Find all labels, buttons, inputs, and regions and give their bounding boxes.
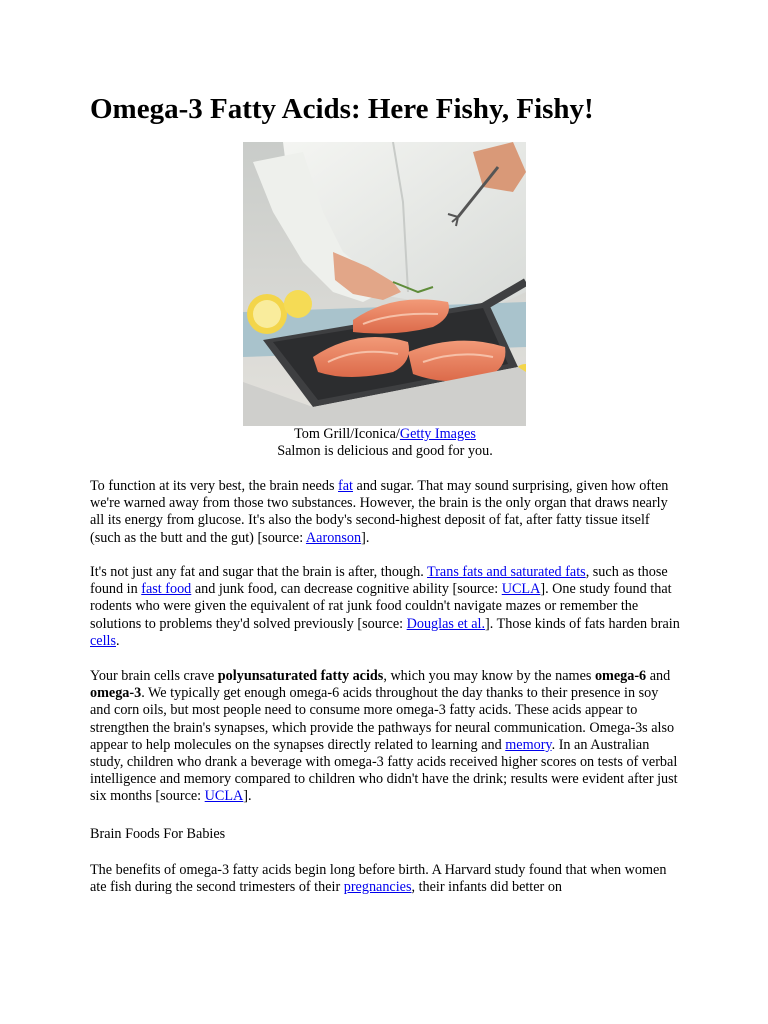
ucla-link-2[interactable]: UCLA	[204, 788, 244, 805]
paragraph-5	[90, 862, 680, 896]
text-run: and sugar. That may sound surprising, given how often we're warned away from those two substances. However, the brain is the only organ that draws nearly all its energy from glucose. It's also the body's second-highest deposit of fat, after fatty tissue itself (such as the butt and the gut) [source:	[90, 478, 669, 546]
text-run: , such as those found in	[90, 564, 668, 598]
image-credit	[90, 426, 680, 443]
text-run: ].	[243, 788, 252, 805]
text-run: To function at its very best, the brain needs	[90, 478, 339, 494]
memory-link[interactable]: memory	[505, 736, 552, 753]
subheading: Brain Foods For Babies	[90, 826, 226, 842]
pregnancies-link[interactable]: pregnancies	[343, 879, 412, 896]
trans-fats-link[interactable]: Trans fats and saturated fats	[427, 564, 586, 580]
text-run: The benefits of omega-3 fatty acids begin long before birth. A Harvard study found that when women ate fish during the second trimesters of their	[90, 862, 667, 896]
getty-images-link[interactable]: Getty Images	[399, 426, 476, 442]
article-title: Omega-3 Fatty Acids: Here Fishy, Fishy!	[90, 93, 594, 125]
bold-term: polyunsaturated fatty acids	[217, 668, 384, 684]
paragraph-3	[90, 668, 680, 806]
paragraph-1	[90, 478, 680, 547]
text-run: .	[116, 632, 120, 649]
douglas-link[interactable]: Douglas et al.	[406, 615, 486, 632]
text-run: ]. One study found that rodents who were given the equivalent of rat junk food couldn't navigate mazes or remember the solutions to problems they'd solved previously [source:	[90, 581, 672, 632]
text-run: . We typically get enough omega-6 acids throughout the day thanks to their presence in soy and corn oils, but most people need to consume more omega-3 fatty acids. These acids appear to strengthen the brain's synapses, which provide the pathways for neural communication. Omega-3s also appear to help molecules on the synapses directly related to learning and	[90, 685, 675, 753]
text-run: It's not just any fat and sugar that the brain is after, though.	[90, 564, 428, 580]
bold-term: omega-6	[594, 668, 647, 684]
caption-text: Salmon is delicious and good for you.	[277, 443, 493, 459]
credit-text: Tom Grill/Iconica/	[294, 426, 400, 442]
ucla-link[interactable]: UCLA	[501, 581, 541, 598]
paragraph-2	[90, 564, 680, 650]
text-run: , which you may know by the names	[383, 668, 595, 684]
aaronson-link[interactable]: Aaronson	[305, 529, 362, 546]
salmon-photo	[243, 142, 526, 426]
text-run: ].	[361, 529, 370, 546]
fat-link[interactable]: fat	[338, 478, 353, 494]
text-run: , their infants did better on	[411, 879, 563, 896]
fast-food-link[interactable]: fast food	[141, 581, 192, 598]
bold-term: omega-3	[90, 685, 142, 702]
text-run: and	[646, 668, 671, 684]
cells-link[interactable]: cells	[90, 632, 116, 649]
image-caption	[90, 426, 680, 460]
text-run: Your brain cells crave	[90, 668, 218, 684]
text-run: and junk food, can decrease cognitive ability [source:	[191, 581, 502, 598]
text-run: ]. Those kinds of fats harden brain	[485, 615, 680, 632]
text-run: . In an Australian study, children who drank a beverage with omega-3 fatty acids received higher scores on tests of verbal intelligence and memory compared to children who didn't have the drink; results were evident after just six months [source:	[90, 736, 678, 805]
